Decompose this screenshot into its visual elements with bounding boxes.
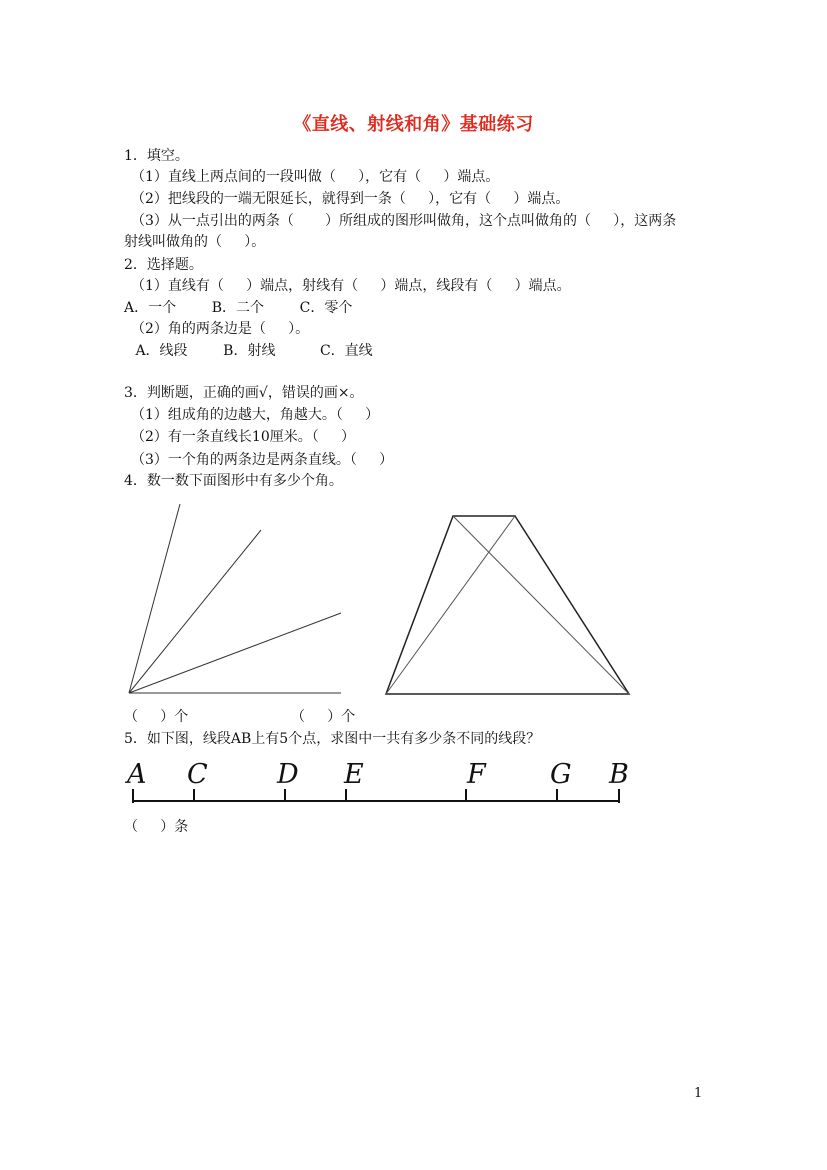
- q1-line-4: 射线叫做角的（ ）。: [124, 234, 266, 250]
- q2-line-2: （2）角的两条边是（ ）。: [131, 321, 310, 337]
- q1-line-3: （3）从一点引出的两条（ ）所组成的图形叫做角，这个点叫做角的（ ），这两条: [131, 213, 677, 229]
- q5-answer: （ ）条: [124, 819, 189, 835]
- point-label-a: A: [127, 759, 147, 790]
- trapezoid-figure: [380, 510, 635, 700]
- q4-heading: 4．数一数下面图形中有多少个角。: [124, 473, 343, 489]
- q1-line-2: （2）把线段的一端无限延长，就得到一条（ ），它有（ ）端点。: [131, 191, 570, 207]
- q2-options-2: A．线段 B．射线 C．直线: [131, 343, 373, 359]
- q2-line-1: （1）直线有（ ）端点，射线有（ ）端点，线段有（ ）端点。: [131, 278, 571, 294]
- q4-answer-2: （ ）个: [291, 709, 356, 725]
- point-label-e: E: [344, 759, 364, 790]
- diagonal-1: [453, 516, 629, 694]
- point-label-f: F: [467, 759, 486, 790]
- q5-heading: 5．如下图，线段AB上有5个点，求图中一共有多少条不同的线段？: [124, 731, 541, 747]
- q1-heading: 1．填空。: [124, 148, 189, 164]
- q4-answer-1: （ ）个: [124, 709, 189, 725]
- trapezoid-outline: [386, 516, 629, 694]
- q3-line-3: （3）一个角的两条边是两条直线。（ ）: [131, 452, 394, 468]
- q2-options-1: A．一个 B．二个 C．零个: [124, 300, 353, 316]
- page-number: 1: [694, 1086, 703, 1101]
- point-label-b: B: [609, 759, 629, 790]
- q3-line-1: （1）组成角的边越大，角越大。（ ）: [131, 407, 380, 423]
- worksheet-title: 《直线、射线和角》基础练习: [293, 114, 534, 135]
- segment-ab-figure: [120, 756, 640, 812]
- point-label-c: C: [187, 759, 208, 790]
- angle-rays-figure: [120, 498, 350, 703]
- q3-line-2: （2）有一条直线长10厘米。（ ）: [131, 429, 355, 445]
- point-label-g: G: [550, 759, 572, 790]
- ray-1: [129, 504, 180, 693]
- q2-heading: 2．选择题。: [124, 257, 203, 273]
- diagonal-2: [386, 516, 515, 694]
- q1-line-1: （1）直线上两点间的一段叫做（ ），它有（ ）端点。: [131, 169, 500, 185]
- q3-heading: 3．判断题，正确的画√，错误的画×。: [124, 385, 364, 401]
- point-label-d: D: [277, 759, 299, 790]
